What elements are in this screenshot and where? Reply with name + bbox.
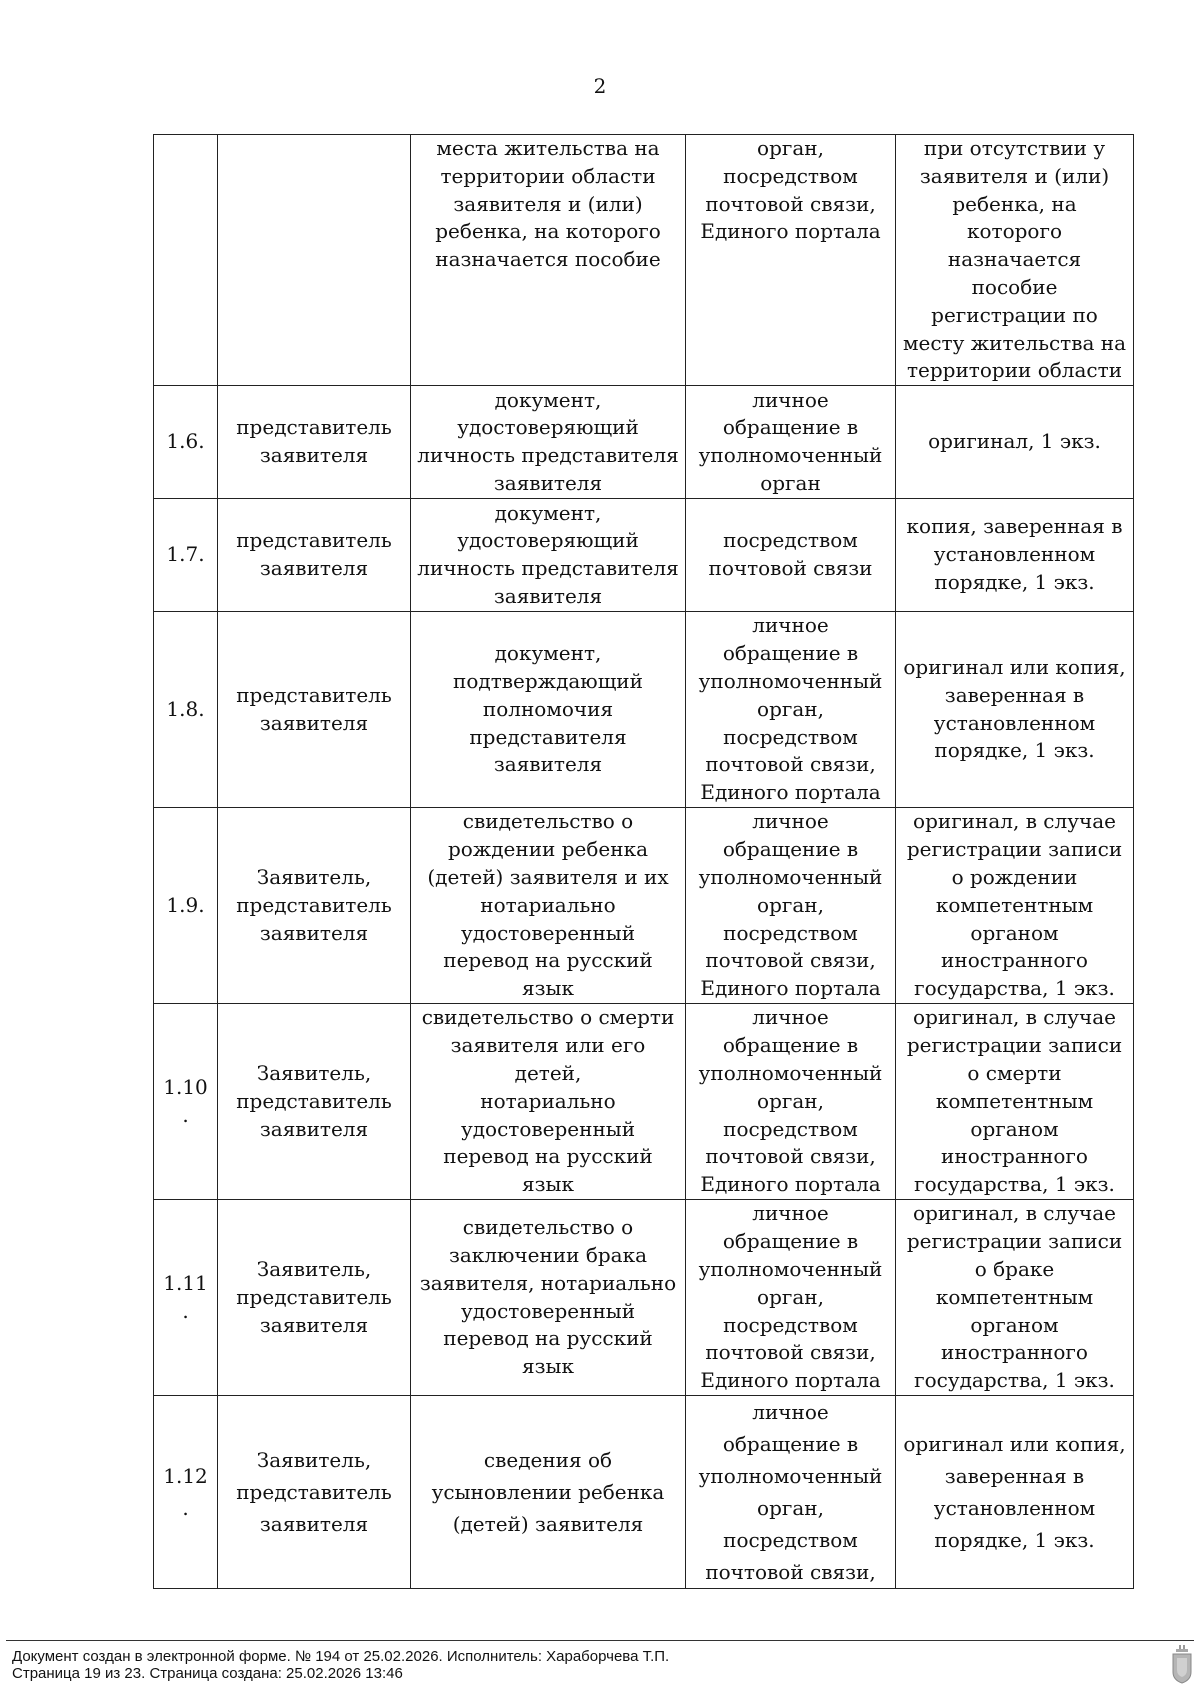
document-cell: свидетельство о заключении брака заявителя, нотариально удостоверенный перевод на русский язык [411,1200,686,1396]
coat-of-arms-icon [1170,1644,1194,1684]
applicant-cell: Заявитель, представитель заявителя [218,1004,411,1200]
document-form-cell: оригинал, в случае регистрации записи о рождении компетентным органом иностранного государства, 1 экз. [896,808,1134,1004]
submission-method-cell: личное обращение в уполномоченный орган, посредством почтовой связи, Единого портала [686,1004,896,1200]
applicant-cell: Заявитель, представитель заявителя [218,1200,411,1396]
document-form-cell: при отсутствии у заявителя и (или) ребенка, на которого назначается пособие регистрации по месту жительства на территории области [896,135,1134,386]
table-row [154,135,1134,386]
document-form-cell: оригинал, 1 экз. [896,386,1134,499]
submission-method-cell: личное обращение в уполномоченный орган, посредством почтовой связи, Единого портала [686,612,896,808]
table-row [154,612,1134,808]
submission-method-cell: личное обращение в уполномоченный орган [686,386,896,499]
document-form-cell: копия, заверенная в установленном порядке, 1 экз. [896,499,1134,612]
document-cell: документ, удостоверяющий личность представителя заявителя [411,386,686,499]
row-number-cell: 1.11 . [154,1200,218,1396]
submission-method-cell: личное обращение в уполномоченный орган, посредством почтовой связи, Единого портала [686,808,896,1004]
footer-page-info: Страница 19 из 23. Страница создана: 25.02.2026 13:46 [12,1665,403,1682]
document-form-cell: оригинал или копия, заверенная в установленном порядке, 1 экз. [896,612,1134,808]
row-number-cell: 1.10 . [154,1004,218,1200]
submission-method-cell: орган, посредством почтовой связи, Единого портала [686,135,896,386]
document-cell: свидетельство о рождении ребенка (детей) заявителя и их нотариально удостоверенный перевод на русский язык [411,808,686,1004]
page-number: 2 [593,74,607,98]
document-form-cell: оригинал или копия, заверенная в установленном порядке, 1 экз. [896,1396,1134,1589]
document-cell: документ, удостоверяющий личность представителя заявителя [411,499,686,612]
row-number-cell: 1.8. [154,612,218,808]
submission-method-cell: посредством почтовой связи [686,499,896,612]
applicant-cell: Заявитель, представитель заявителя [218,1396,411,1589]
submission-method-cell: личное обращение в уполномоченный орган, посредством почтовой связи, Единого портала [686,1200,896,1396]
footer-document-info: Документ создан в электронной форме. № 194 от 25.02.2026. Исполнитель: Хараборчева Т.П. [12,1648,670,1665]
documents-table [153,134,1134,1589]
row-number-cell: 1.6. [154,386,218,499]
row-number-cell: 1.7. [154,499,218,612]
document-cell: сведения об усыновлении ребенка (детей) заявителя [411,1396,686,1589]
applicant-cell: Заявитель, представитель заявителя [218,808,411,1004]
table-row [154,499,1134,612]
row-number-cell [154,135,218,386]
document-cell: свидетельство о смерти заявителя или его детей, нотариально удостоверенный перевод на русский язык [411,1004,686,1200]
applicant-cell [218,135,411,386]
footer [12,1648,669,1682]
document-form-cell: оригинал, в случае регистрации записи о браке компетентным органом иностранного государства, 1 экз. [896,1200,1134,1396]
footer-divider [6,1640,1194,1641]
applicant-cell: представитель заявителя [218,612,411,808]
applicant-cell: представитель заявителя [218,499,411,612]
document-cell: места жительства на территории области заявителя и (или) ребенка, на которого назначается пособие [411,135,686,386]
table-row [154,1004,1134,1200]
table-row [154,1396,1134,1589]
table-row [154,808,1134,1004]
row-number-cell: 1.9. [154,808,218,1004]
row-number-cell: 1.12 . [154,1396,218,1589]
document-cell: документ, подтверждающий полномочия представителя заявителя [411,612,686,808]
submission-method-cell: личное обращение в уполномоченный орган, посредством почтовой связи, [686,1396,896,1589]
applicant-cell: представитель заявителя [218,386,411,499]
table-row [154,386,1134,499]
table-row [154,1200,1134,1396]
document-form-cell: оригинал, в случае регистрации записи о смерти компетентным органом иностранного государства, 1 экз. [896,1004,1134,1200]
